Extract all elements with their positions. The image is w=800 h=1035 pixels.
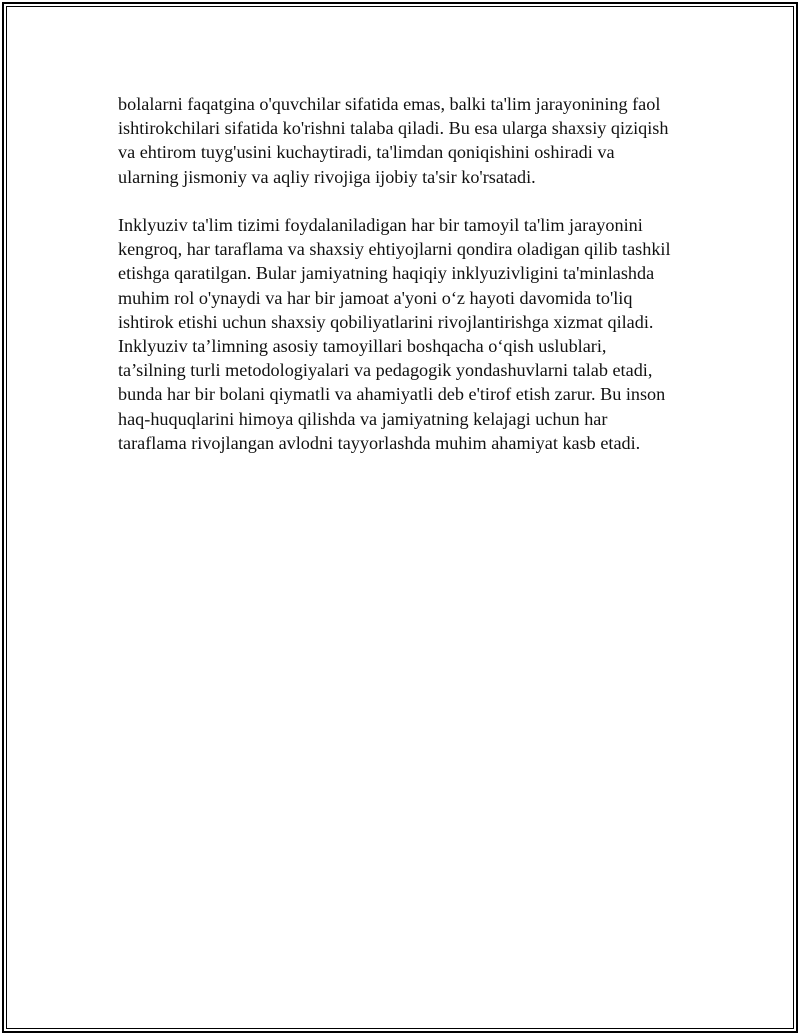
text-line: bunda har bir bolani qiymatli va ahamiyatli deb e'tirof etish zarur. Bu inson [118,384,666,405]
paragraph-1 [118,92,708,189]
paragraph-spacer [118,189,708,213]
text-line: ishtirok etishi uchun shaxsiy qobiliyatlarini rivojlantirishga xizmat qiladi. [118,311,654,332]
text-line: haq-huquqlarini himoya qilishda va jamiyatning kelajagi uchun har [118,408,608,429]
text-line: ta’silning turli metodologiyalari va pedagogik yondashuvlarni talab etadi, [118,360,653,381]
text-line: muhim rol o'ynaydi va har bir jamoat a'yoni o‘z hayoti davomida to'liq [118,287,633,308]
paragraph-2 [118,213,708,455]
text-line: ishtirokchilari sifatida ko'rishni talaba qiladi. Bu esa ularga shaxsiy qiziqish [118,118,669,139]
text-line: etishga qaratilgan. Bular jamiyatning haqiqiy inklyuzivligini ta'minlashda [118,263,655,284]
text-line: taraflama rivojlangan avlodni tayyorlashda muhim ahamiyat kasb etadi. [118,432,641,453]
text-line: kengroq, har taraflama va shaxsiy ehtiyojlarni qondira oladigan qilib tashkil [118,239,671,260]
text-line: va ehtirom tuyg'usini kuchaytiradi, ta'limdan qoniqishini oshiradi va [118,142,615,163]
text-line: Inklyuziv ta'lim tizimi foydalaniladigan har bir tamoyil ta'lim jarayonini [118,215,643,235]
text-line: Inklyuziv ta’limning asosiy tamoyillari boshqacha o‘qish uslublari, [118,336,607,357]
text-line: ularning jismoniy va aqliy rivojiga ijobiy ta'sir ko'rsatadi. [118,166,536,187]
document-body [118,92,708,455]
text-line: bolalarni faqatgina o'quvchilar sifatida emas, balki ta'lim jarayonining faol [118,94,661,114]
